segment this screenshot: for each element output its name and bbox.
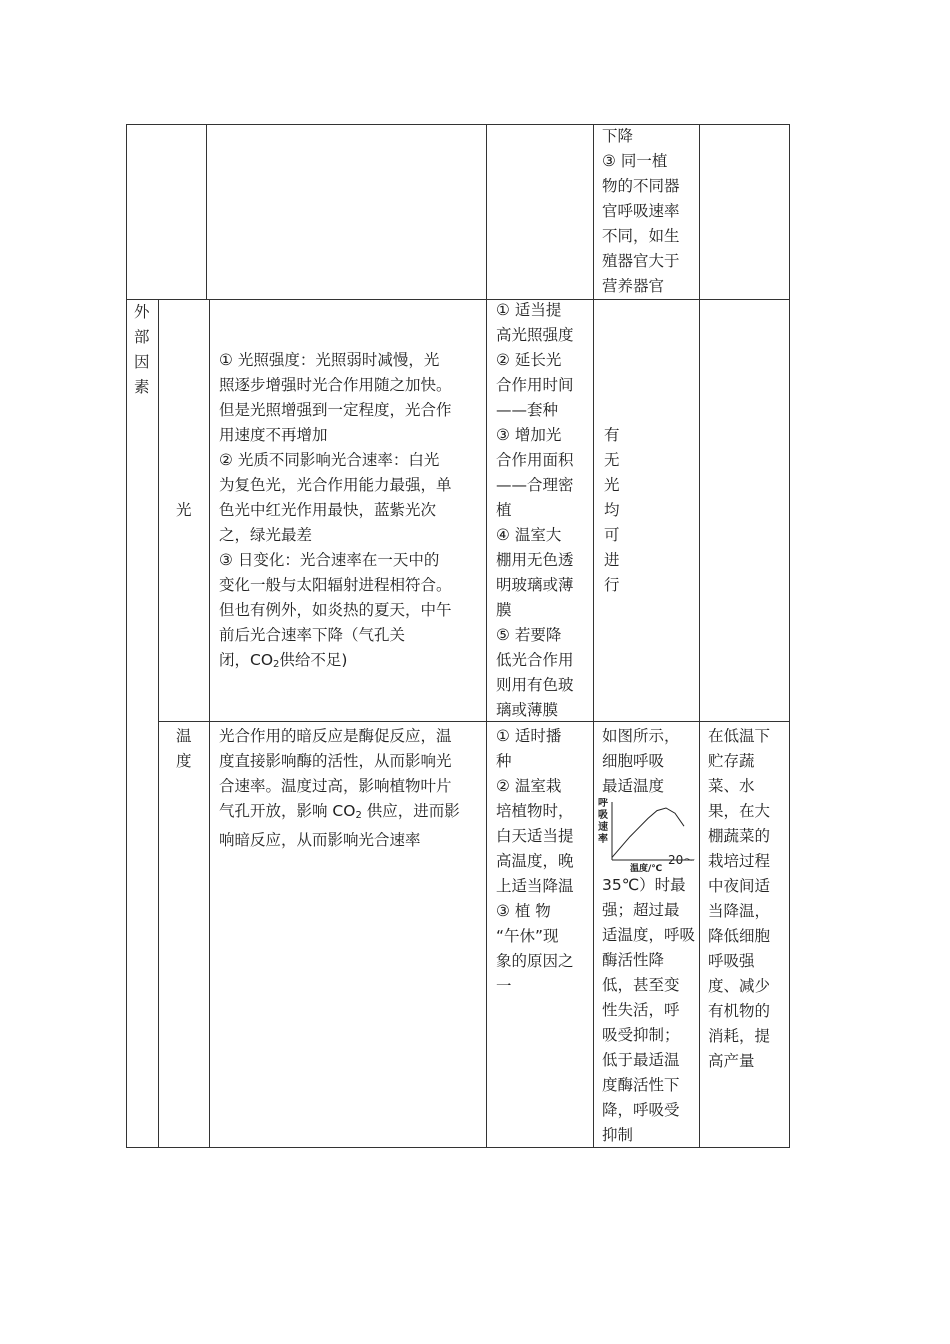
text-line: 膜 [496,601,512,619]
text-line: ① 适时播 [496,727,562,745]
text-line: 细胞呼吸 [602,752,665,770]
text-line: 菜、水 [708,777,755,795]
text-line: ③ 日变化：光合速率在一天中的 [219,551,440,569]
light-respiration-cell [604,423,624,598]
temperature-respiration-bottom [602,873,694,1148]
text-line: 因 [134,353,150,371]
text-line: 璃或薄膜 [496,701,559,719]
text-line: 当降温， [708,902,771,920]
temperature-practice-cell [708,724,786,1074]
text-line: 合作用面积 [496,451,574,469]
text-line: 合作用时间 [496,376,574,394]
chart-y-label-char: 速 [598,822,608,833]
chart-y-label-char: 吸 [598,810,608,821]
text-line: 物的不同器 [602,177,680,195]
text-line: 在低温下 [708,727,771,745]
text-line: 低，甚至变 [602,976,680,994]
row-divider-light-temp [158,721,790,722]
text-line: 高产量 [708,1052,755,1070]
text-line: 前后光合速率下降（气孔关 [219,626,406,644]
text-line: 明玻璃或薄 [496,576,574,594]
text-line: 强；超过最 [602,901,680,919]
text-line: 下降 [602,127,634,145]
light-description-cell [219,348,479,677]
light-application-cell [496,298,588,723]
text-line: 降，呼吸受 [602,1101,680,1119]
text-line: 降低细胞 [708,927,771,945]
text-line: ——合理密 [496,476,574,494]
text-line: 用速度不再增加 [219,426,328,444]
text-line: 均 [604,501,620,519]
text-line: 温 [176,727,192,745]
text-line: 培植物时， [496,802,574,820]
text-line: 光 [604,476,620,494]
text-line: 栽培过程 [708,852,771,870]
text-line: ① 光照强度：光照弱时减慢，光 [219,351,440,369]
text-line: 变化一般与太阳辐射进程相符合。 [219,576,452,594]
text-line: 光 [176,501,192,519]
text-line: 度直接影响酶的活性，从而影响光 [219,752,452,770]
text-line: 种 [496,752,512,770]
row-divider-top [126,299,790,300]
text-line: 色光中红光作用最快，蓝紫光次 [219,501,437,519]
text-line: 上适当降温 [496,877,574,895]
text-line: 象的原因之 [496,952,574,970]
text-line: 棚蔬菜的 [708,827,771,845]
text-line [219,648,479,677]
text-line: ④ 温室大 [496,526,562,544]
text-line: 外 [134,303,150,321]
text-line: 低于最适温 [602,1051,680,1069]
text-line: ① 适当提 [496,301,562,319]
table-right-border [789,124,790,1148]
col-divider-app [486,124,487,1148]
text-line: 合速率。温度过高，影响植物叶片 [219,777,452,795]
text-line: 官呼吸速率 [602,202,680,220]
text-line: 吸受抑制； [602,1026,680,1044]
chart-x-tick-label: 20～ [668,853,696,867]
text-line: ② 温室栽 [496,777,562,795]
outer-factor-label [134,300,154,400]
text-fragment: 气孔开放，影响 CO [219,802,356,820]
text-line: 性失活，呼 [602,1001,680,1019]
light-factor-label [176,498,192,523]
text-line: ② 延长光 [496,351,562,369]
text-line: ② 光质不同影响光合速率：白光 [219,451,440,469]
text-line: 如图所示， [602,727,680,745]
text-line: 适温度，呼吸 [602,926,696,944]
col-divider-a-top [206,124,207,300]
text-line: 但也有例外，如炎热的夏天，中午 [219,601,452,619]
text-line: ——套种 [496,401,559,419]
text-line: 进 [604,551,620,569]
text-line: 可 [604,526,620,544]
chart-y-label-char: 率 [598,834,608,845]
text-line: 殖器官大于 [602,252,680,270]
text-line: 有 [604,426,620,444]
text-line: 行 [604,576,620,594]
text-line [219,799,479,828]
col-divider-resp [593,124,594,1148]
col-divider-practice [699,124,700,1148]
text-line: 照逐步增强时光合作用随之加快。 [219,376,452,394]
text-line: 消耗，提 [708,1027,771,1045]
text-line: “午休”现 [496,927,559,945]
table-left-border [126,124,127,1148]
text-line: 不同，如生 [602,227,680,245]
text-line: 一 [496,977,512,995]
text-line: 高温度，晚 [496,852,574,870]
temperature-application-cell [496,724,588,999]
chart-y-label-char: 呼 [598,798,608,809]
subscript: 2 [273,659,280,670]
subscript: 2 [355,810,362,821]
temperature-respiration-top [602,724,694,799]
text-fragment: 供给不足) [279,651,348,669]
chart-x-label: 温度/℃ [630,864,663,874]
text-line: 低光合作用 [496,651,574,669]
chart-series-line [612,808,684,857]
col-divider-factor [209,299,210,1148]
text-line: 白天适当提 [496,827,574,845]
text-line: 素 [134,378,150,396]
top-row-respiration-cell [602,124,694,299]
temperature-description-cell [219,724,479,853]
text-line: 部 [134,328,150,346]
text-line: 但是光照增强到一定程度，光合作 [219,401,452,419]
text-line: ③ 植 物 [496,902,551,920]
text-fragment: 闭，CO [219,651,274,669]
text-line: 高光照强度 [496,326,574,344]
text-line: 抑制 [602,1126,634,1144]
text-line: 呼吸强 [708,952,755,970]
text-line: 最适温度 [602,777,665,795]
text-line: 棚用无色透 [496,551,574,569]
text-fragment: 供应，进而影 [361,802,460,820]
text-line: 之，绿光最差 [219,526,313,544]
text-line: 为复色光，光合作用能力最强，单 [219,476,452,494]
text-line: ⑤ 若要降 [496,626,562,644]
col-divider-outer [158,299,159,1148]
text-line: 果，在大 [708,802,771,820]
text-line: 35℃）时最 [602,876,686,894]
text-line: 酶活性降 [602,951,665,969]
text-line: ③ 同一植 [602,152,668,170]
text-line: 无 [604,451,620,469]
respiration-temperature-chart [594,798,700,876]
text-line: 度 [176,752,192,770]
text-line: 则用有色玻 [496,676,574,694]
text-line: 中夜间适 [708,877,771,895]
text-line: 度、减少 [708,977,771,995]
text-line: 有机物的 [708,1002,771,1020]
text-line: 营养器官 [602,277,665,295]
text-line: 植 [496,501,512,519]
text-line: 度酶活性下 [602,1076,680,1094]
temperature-factor-label [176,724,196,774]
text-line: 贮存蔬 [708,752,755,770]
text-line: 响暗反应，从而影响光合速率 [219,831,421,849]
text-line: 光合作用的暗反应是酶促反应，温 [219,727,452,745]
text-line: ③ 增加光 [496,426,562,444]
